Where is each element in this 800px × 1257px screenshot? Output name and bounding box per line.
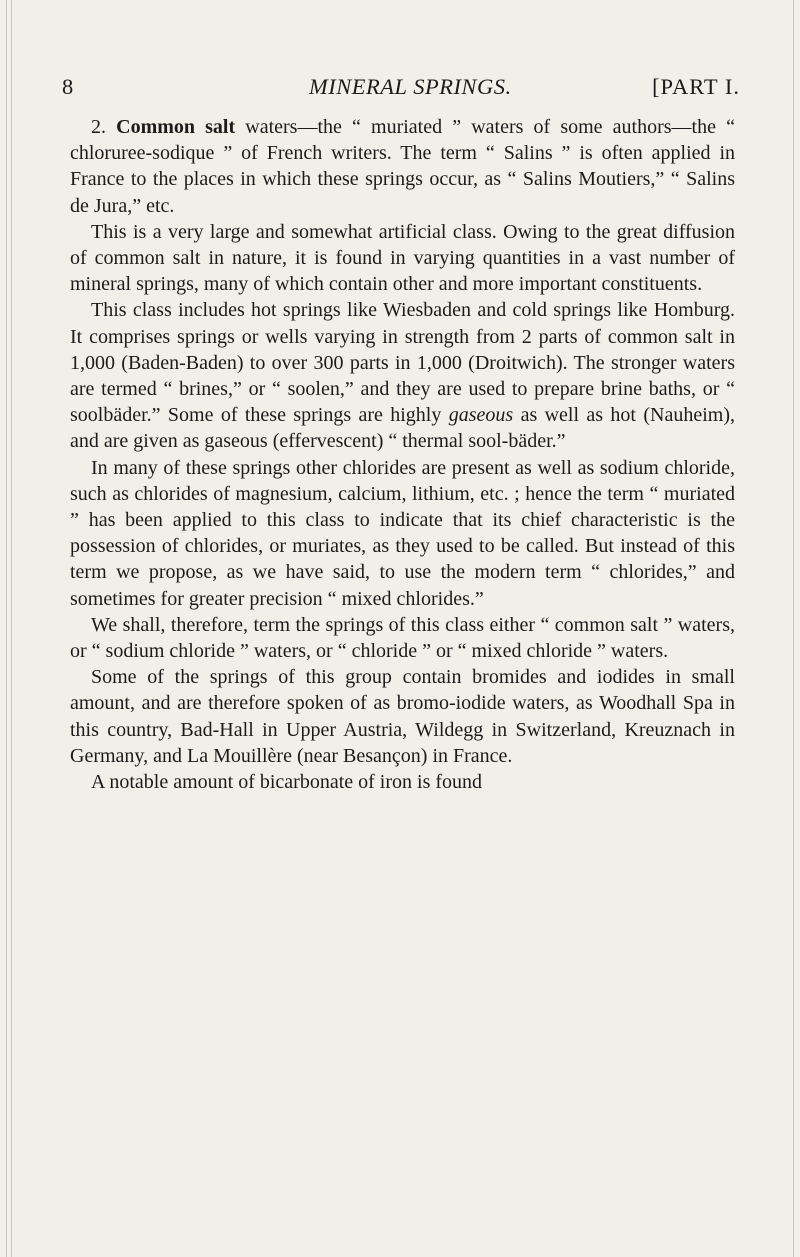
paragraph (70, 297, 735, 454)
paragraph (70, 612, 735, 664)
section-heading: Common salt (116, 116, 236, 138)
paragraph-text: A notable amount of bicarbonate of iron is found (91, 771, 483, 794)
paragraph-text: This is a very large and somewhat artificial class. Owing to the great diffusion of common salt in nature, it is found in varying quantities in a vast number of mineral springs, many of which contain other and more important constituents. (70, 220, 735, 296)
paragraph-text: Some of the springs of this group contain bromides and iodides in small amount, and are therefore spoken of as bromo-iodide waters, as Woodhall Spa in this country, Bad-Hall in Upper Austria, Wildegg in Switzerland, Kreuznach in Germany, and La Mouillère (near Besançon) in France. (70, 666, 735, 767)
page-edge-line (11, 0, 12, 1257)
paragraph (70, 219, 735, 298)
running-title: MINERAL SPRINGS. (309, 74, 512, 99)
paragraph (70, 769, 735, 795)
page-edge-line (6, 0, 7, 1257)
running-header (54, 72, 740, 102)
paragraph-text: In many of these springs other chlorides are present as well as sodium chloride, such as chlorides of magnesium, calcium, lithium, etc. ; hence the term “ muriated ” has been applied to this class to indicate that its chief characteristic is the possession of chlorides, or muriates, as they used to be called. But instead of this term we propose, as we have said, to use the modern term “ chlorides,” and sometimes for greater precision “ mixed chlorides.” (70, 456, 735, 610)
emphasis-text: gaseous (448, 404, 514, 427)
part-label: [PART I. (652, 74, 740, 99)
body-text (70, 114, 735, 795)
paragraph-text: This class includes hot springs like Wiesbaden and cold springs like Homburg. It comprises springs or wells varying in strength from 2 parts of common salt in 1,000 (Baden-Baden) to over 300 parts in 1,000 (Droitwich). The stronger waters are termed “ brines,” or “ soolen,” and they are used to prepare brine baths, or “ soolbäder.” Some of these springs are highly (70, 299, 735, 427)
paragraph-text: as well as hot (Nauheim), and are given as gaseous (effervescent) “ thermal sool-bäder.” (70, 404, 735, 453)
paragraph (70, 455, 735, 612)
paragraph (70, 664, 735, 769)
paragraph (70, 114, 735, 219)
paragraph-text: waters—the “ muriated ” waters of some authors—the “ chloruree-sodique ” of French writers. The term “ Salins ” is often applied in France to the places in which these springs occur, as “ Salins Moutiers,” “ Salins de Jura,” etc. (70, 116, 735, 217)
page-edge-line (793, 0, 794, 1257)
paragraph-text: We shall, therefore, term the springs of this class either “ common salt ” waters, or “ sodium chloride ” waters, or “ chloride ” or “ mixed chloride ” waters. (70, 613, 735, 663)
page-number: 8 (62, 74, 74, 99)
section-number: 2. (91, 116, 106, 138)
